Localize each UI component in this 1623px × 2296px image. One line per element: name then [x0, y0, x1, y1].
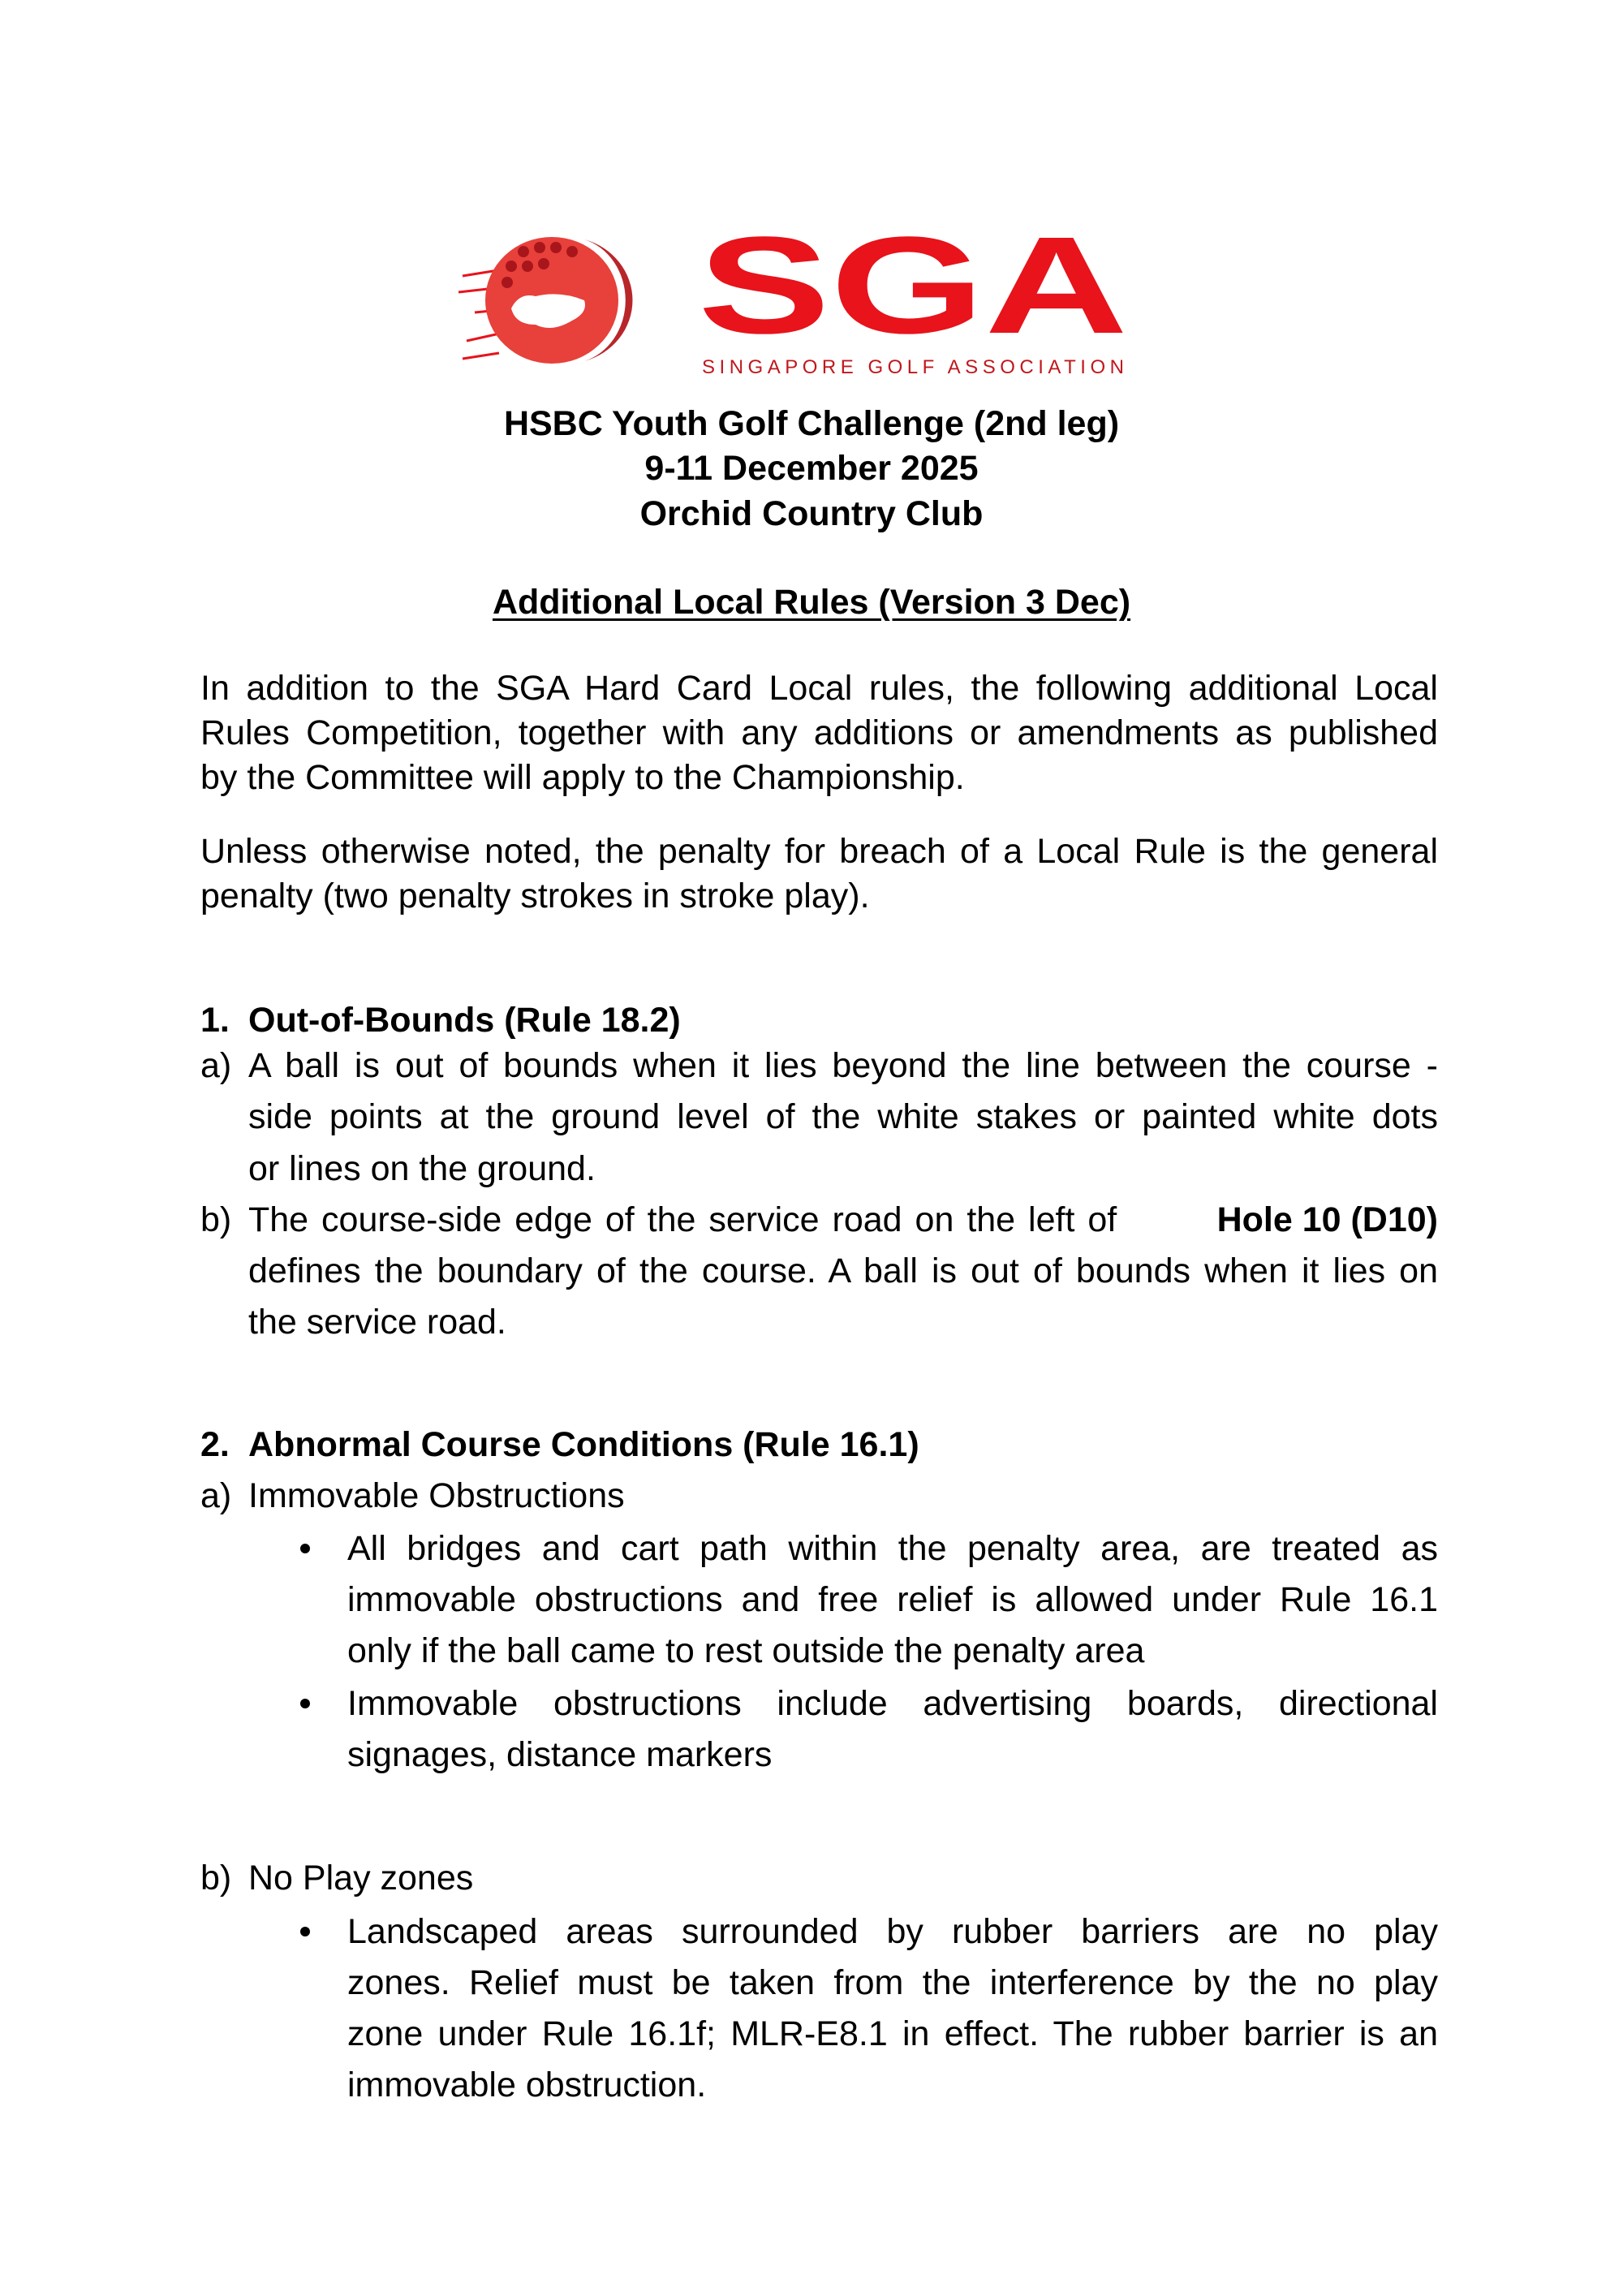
section-2-title: Abnormal Course Conditions (Rule 16.1)	[248, 1425, 919, 1464]
section-2-number: 2.	[200, 1425, 230, 1464]
bullet-line: Immovable obstructions include advertising boards, directional	[347, 1684, 1438, 1723]
event-name: HSBC Youth Golf Challenge (2nd leg)	[503, 404, 1120, 443]
event-venue: Orchid Country Club	[639, 494, 984, 533]
event-dates: 9-11 December 2025	[644, 449, 979, 488]
item-label: a)	[200, 1476, 232, 1515]
document-title: Additional Local Rules (Version 3 Dec)	[492, 583, 1131, 622]
intro-line: Unless otherwise noted, the penalty for breach of a Local Rule is the general	[200, 832, 1438, 871]
bullet-line: only if the ball came to rest outside the penalty area	[347, 1631, 1145, 1670]
rule-line: or lines on the ground.	[248, 1149, 596, 1188]
rule-line: A ball is out of bounds when it lies beyond the line between the course -	[248, 1046, 1438, 1085]
item-label: b)	[200, 1859, 232, 1898]
bullet-line: immovable obstructions and free relief is allowed under Rule 16.1	[347, 1580, 1438, 1619]
rule-line: defines the boundary of the course. A ball is out of bounds when it lies on	[248, 1251, 1438, 1290]
rule-line: side points at the ground level of the white stakes or painted white dots	[248, 1097, 1438, 1136]
intro-line: penalty (two penalty strokes in stroke play).	[200, 877, 870, 915]
subsection-title: Immovable Obstructions	[248, 1476, 625, 1515]
svg-text:SGA: SGA	[698, 219, 1128, 363]
rule-line	[248, 1200, 1438, 1240]
item-label: b)	[200, 1200, 232, 1239]
bullet-icon	[300, 1544, 310, 1553]
bullet-line: zones. Relief must be taken from the interference by the no play	[347, 1963, 1438, 2002]
golf-ball-icon	[458, 237, 632, 364]
bullet-line: zone under Rule 16.1f; MLR-E8.1 in effect. The rubber barrier is an	[347, 2014, 1438, 2053]
item-label: a)	[200, 1046, 232, 1085]
subsection-title: No Play zones	[248, 1859, 474, 1898]
bullet-icon	[300, 1699, 310, 1708]
intro-line: by the Committee will apply to the Championship.	[200, 758, 965, 797]
intro-line: Rules Competition, together with any additions or amendments as published	[200, 713, 1438, 752]
hole-reference: Hole 10 (D10)	[1216, 1200, 1438, 1239]
sga-logo	[454, 219, 1136, 381]
section-1-title: Out-of-Bounds (Rule 18.2)	[248, 1001, 681, 1040]
svg-text:SINGAPORE GOLF ASSOCIATION: SINGAPORE GOLF ASSOCIATION	[702, 356, 1124, 378]
bullet-icon	[300, 1927, 310, 1936]
section-1-number: 1.	[200, 1001, 230, 1040]
bullet-line: immovable obstruction.	[347, 2066, 707, 2104]
bullet-line: Landscaped areas surrounded by rubber barriers are no play	[347, 1912, 1438, 1951]
rule-text: The course-side edge of the service road on the left of	[248, 1200, 1130, 1239]
rule-line: the service road.	[248, 1303, 506, 1342]
bullet-line: signages, distance markers	[347, 1735, 773, 1774]
intro-line: In addition to the SGA Hard Card Local rules, the following additional Local	[200, 669, 1438, 708]
bullet-line: All bridges and cart path within the penalty area, are treated as	[347, 1529, 1438, 1568]
